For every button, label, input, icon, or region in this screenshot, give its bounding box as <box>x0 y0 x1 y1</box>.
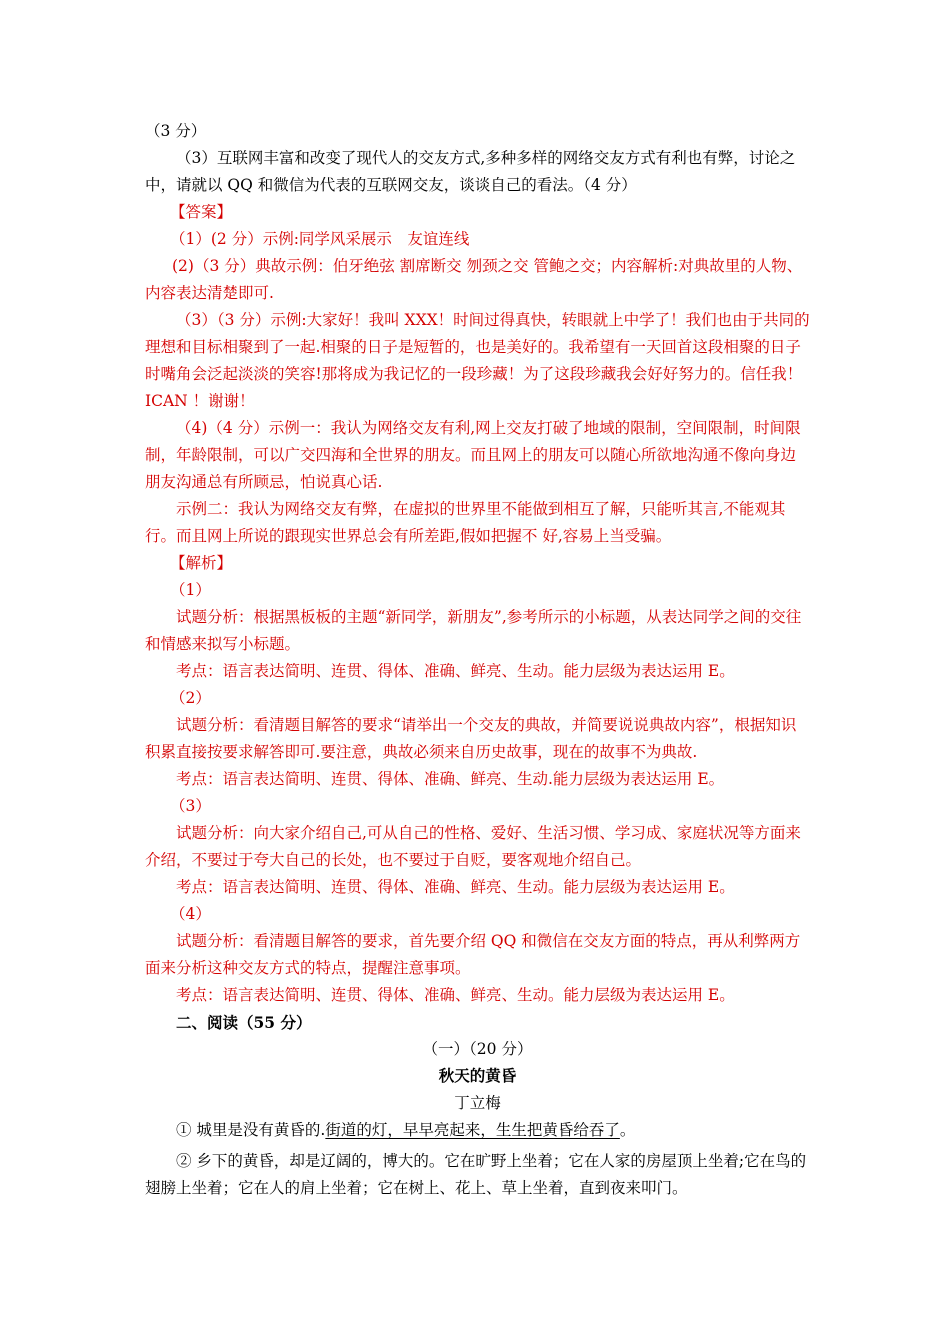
paragraph-1-lead: ① 城里是没有黄昏的. <box>176 1121 326 1139</box>
analysis-3-label: （3） <box>170 797 211 815</box>
answer-header: 【答案】 <box>170 203 233 221</box>
analysis-4-label: （4） <box>170 905 211 923</box>
analysis-4-point: 考点：语言表达简明、连贯、得体、准确、鲜亮、生动。能力层级为表达运用 E。 <box>176 986 735 1004</box>
essay-paragraph-1 <box>145 1117 810 1144</box>
analysis-2-text: 试题分析：看清题目解答的要求“请举出一个交友的典故，并简要说说典故内容”，根据知识积累直接按要求解答即可.要注意，典故必须来自历史故事，现在的故事不为典故. <box>145 716 797 761</box>
analysis-header: 【解析】 <box>170 554 233 572</box>
essay-author: 丁立梅 <box>454 1094 501 1112</box>
paragraph-1-end: 。 <box>619 1121 636 1139</box>
essay-paragraph-2: ② 乡下的黄昏，却是辽阔的，博大的。它在旷野上坐着；它在人家的房屋顶上坐着;它在鸟的翅膀上坐着；它在人的肩上坐着；它在树上、花上、草上坐着，直到夜来叩门。 <box>145 1152 807 1197</box>
answer-3: （3）（3 分）示例:大家好！我叫 XXX！时间过得真快，转眼就上中学了！我们也由于共同的理想和目标相聚到了一起.相聚的日子是短暂的，也是美好的。我希望有一天回首这段相聚的日子时嘴角会泛起淡淡的笑容!那将成为我记忆的一段珍藏！为了这段珍藏我会好好努力的。信任我！ICAN ！谢谢！ <box>145 311 810 410</box>
underlined-sentence: 街道的灯，早早亮起来，生生把黄昏给吞了 <box>325 1121 620 1139</box>
answer-4-example-2: 示例二：我认为网络交友有弊，在虚拟的世界里不能做到相互了解，只能听其言,不能观其行。而且网上所说的跟现实世界总会有所差距,假如把握不 好,容易上当受骗。 <box>145 500 786 545</box>
analysis-1-point: 考点：语言表达简明、连贯、得体、准确、鲜亮、生动。能力层级为表达运用 E。 <box>176 662 735 680</box>
section-heading: 二、阅读（55 分） <box>176 1013 312 1032</box>
answer-2: (2)（3 分）典故示例：伯牙绝弦 割席断交 刎颈之交 管鲍之交；内容解析:对典故里的人物、内容表达清楚即可. <box>145 257 803 302</box>
analysis-3-text: 试题分析：向大家介绍自己,可从自己的性格、爱好、生活习惯、学习成、家庭状况等方面来介绍，不要过于夸大自己的长处，也不要过于自贬，要客观地介绍自己。 <box>145 824 801 869</box>
document-body <box>145 118 810 1202</box>
analysis-3-point: 考点：语言表达简明、连贯、得体、准确、鲜亮、生动。能力层级为表达运用 E。 <box>176 878 735 896</box>
question-3: （3）互联网丰富和改变了现代人的交友方式,多种多样的网络交友方式有利也有弊，讨论之中，请就以 QQ 和微信为代表的互联网交友，谈谈自己的看法。（4 分） <box>145 149 796 194</box>
answer-1: （1）(2 分）示例:同学风采展示 友谊连线 <box>170 230 470 248</box>
analysis-1-label: （1） <box>170 581 211 599</box>
analysis-1-text: 试题分析：根据黑板板的主题“新同学，新朋友”,参考所示的小标题，从表达同学之间的交往和情感来拟写小标题。 <box>145 608 802 653</box>
analysis-2-label: （2） <box>170 689 211 707</box>
subsection-heading: （一）（20 分） <box>422 1040 533 1058</box>
essay-title: 秋天的黄昏 <box>438 1067 517 1085</box>
analysis-4-text: 试题分析：看清题目解答的要求，首先要介绍 QQ 和微信在交友方面的特点，再从利弊两方面来分析这种交友方式的特点，提醒注意事项。 <box>145 932 801 977</box>
answer-4: （4)（4 分）示例一：我认为网络交友有利,网上交友打破了地域的限制，空间限制，时间限制，年龄限制，可以广交四海和全世界的朋友。而且网上的朋友可以随心所欲地沟通不像向身边朋友沟通总有所顾忌，怕说真心话. <box>145 419 801 491</box>
score-note: （3 分） <box>145 122 207 140</box>
analysis-2-point: 考点：语言表达简明、连贯、得体、准确、鲜亮、生动.能力层级为表达运用 E。 <box>176 770 725 788</box>
